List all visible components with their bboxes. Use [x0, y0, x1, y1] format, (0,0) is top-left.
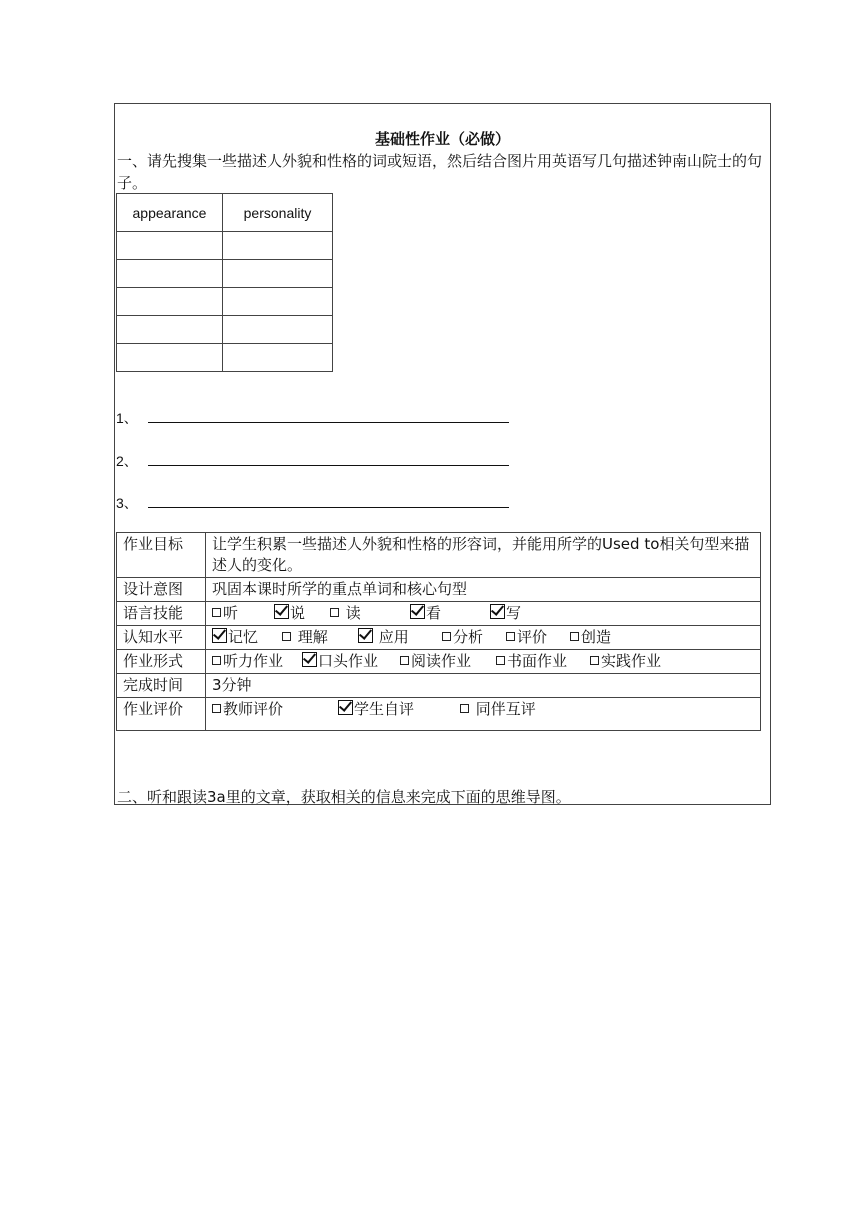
option-speak[interactable]: [274, 603, 330, 624]
option-understand[interactable]: [282, 627, 358, 648]
answer-underline[interactable]: [148, 465, 509, 466]
checkbox-checked-icon: [358, 628, 373, 643]
option-peer-eval[interactable]: [460, 699, 536, 720]
meta-row-skills: [117, 602, 761, 626]
cognition-options: [206, 626, 761, 650]
meta-row-time: [117, 674, 761, 698]
checkbox-empty-icon: [570, 632, 579, 641]
option-create[interactable]: [570, 627, 611, 648]
eval-label: 作业评价: [117, 698, 206, 731]
goal-label: 作业目标: [117, 533, 206, 578]
meta-row-goal: [117, 533, 761, 578]
option-write[interactable]: [490, 603, 521, 624]
line-number: 3、: [116, 495, 138, 511]
option-label: 听力作业: [223, 652, 284, 670]
checkbox-empty-icon: [212, 704, 221, 713]
skills-options: [206, 602, 761, 626]
checkbox-empty-icon: [506, 632, 515, 641]
checkbox-empty-icon: [330, 608, 339, 617]
option-label: 看: [426, 604, 442, 622]
checkbox-checked-icon: [212, 628, 227, 643]
vocab-cell[interactable]: [223, 232, 333, 260]
vocab-cell[interactable]: [223, 260, 333, 288]
vocab-cell[interactable]: [223, 316, 333, 344]
intent-label: 设计意图: [117, 578, 206, 602]
eval-options: [206, 698, 761, 731]
option-label: 评价: [517, 628, 548, 646]
option-label: 书面作业: [507, 652, 568, 670]
line-number: 2、: [116, 453, 138, 469]
option-label: 学生自评: [354, 700, 415, 718]
vocab-row: [117, 344, 333, 372]
option-teacher-eval[interactable]: [212, 699, 338, 720]
checkbox-empty-icon: [460, 704, 469, 713]
answer-line-1: [116, 408, 144, 428]
option-read[interactable]: [330, 603, 410, 624]
option-listen[interactable]: [212, 603, 274, 624]
option-label: 创造: [581, 628, 612, 646]
vocab-row: [117, 316, 333, 344]
option-memory[interactable]: [212, 627, 282, 648]
option-label: 记忆: [228, 628, 259, 646]
option-label: 听: [223, 604, 239, 622]
goal-text: 让学生积累一些描述人外貌和性格的形容词，并能用所学的Used to相关句型来描述人的变化。: [206, 533, 761, 578]
question-1-prompt: 一、请先搜集一些描述人外貌和性格的词或短语，然后结合图片用英语写几句描述钟南山院士的句子。: [117, 152, 763, 192]
vocab-cell[interactable]: [117, 260, 223, 288]
intent-text: 巩固本课时所学的重点单词和核心句型: [206, 578, 761, 602]
option-label: 同伴互评: [471, 700, 536, 718]
cognition-label: 认知水平: [117, 626, 206, 650]
checkbox-checked-icon: [490, 604, 505, 619]
meta-row-cognition: [117, 626, 761, 650]
form-label: 作业形式: [117, 650, 206, 674]
vocab-cell[interactable]: [223, 288, 333, 316]
option-analyze[interactable]: [442, 627, 506, 648]
answer-underline[interactable]: [148, 422, 509, 423]
option-label: 教师评价: [223, 700, 284, 718]
option-label: 应用: [374, 628, 409, 646]
page-title: 基础性作业（必做）: [374, 130, 510, 148]
line-number: 1、: [116, 410, 138, 426]
checkbox-empty-icon: [496, 656, 505, 665]
form-options: [206, 650, 761, 674]
option-listening-hw[interactable]: [212, 651, 302, 672]
vocab-row: [117, 288, 333, 316]
option-label: 读: [341, 604, 361, 622]
vocab-header-row: [117, 194, 333, 232]
answer-line-3: [116, 493, 144, 513]
option-evaluate[interactable]: [506, 627, 570, 648]
question-2-prompt: 二、听和跟读3a里的文章，获取相关的信息来完成下面的思维导图。: [117, 788, 571, 806]
vocab-cell[interactable]: [117, 316, 223, 344]
vocab-cell[interactable]: [117, 344, 223, 372]
time-label: 完成时间: [117, 674, 206, 698]
header-appearance: appearance: [117, 194, 223, 232]
meta-row-eval: [117, 698, 761, 731]
checkbox-empty-icon: [212, 608, 221, 617]
option-practice-hw[interactable]: [590, 651, 661, 672]
option-label: 口头作业: [318, 652, 379, 670]
homework-meta-table: [116, 532, 761, 731]
vocab-table: [116, 193, 333, 372]
vocab-cell[interactable]: [117, 232, 223, 260]
checkbox-checked-icon: [302, 652, 317, 667]
header-personality: personality: [223, 194, 333, 232]
meta-row-form: [117, 650, 761, 674]
answer-line-2: [116, 451, 144, 471]
option-label: 写: [506, 604, 522, 622]
vocab-cell[interactable]: [223, 344, 333, 372]
option-label: 实践作业: [601, 652, 662, 670]
checkbox-checked-icon: [274, 604, 289, 619]
option-label: 理解: [293, 628, 328, 646]
meta-row-intent: [117, 578, 761, 602]
skills-label: 语言技能: [117, 602, 206, 626]
option-view[interactable]: [410, 603, 490, 624]
checkbox-checked-icon: [410, 604, 425, 619]
option-apply[interactable]: [358, 627, 442, 648]
option-label: 分析: [453, 628, 484, 646]
vocab-cell[interactable]: [117, 288, 223, 316]
option-reading-hw[interactable]: [400, 651, 496, 672]
vocab-row: [117, 260, 333, 288]
option-written-hw[interactable]: [496, 651, 590, 672]
homework-frame: [114, 103, 771, 805]
checkbox-empty-icon: [400, 656, 409, 665]
option-label: 阅读作业: [411, 652, 472, 670]
time-text: 3分钟: [206, 674, 761, 698]
answer-underline[interactable]: [148, 507, 509, 508]
checkbox-empty-icon: [212, 656, 221, 665]
vocab-row: [117, 232, 333, 260]
option-oral-hw[interactable]: [302, 651, 400, 672]
option-self-eval[interactable]: [338, 699, 460, 720]
checkbox-empty-icon: [282, 632, 291, 641]
checkbox-empty-icon: [442, 632, 451, 641]
option-label: 说: [290, 604, 306, 622]
checkbox-empty-icon: [590, 656, 599, 665]
checkbox-checked-icon: [338, 700, 353, 715]
